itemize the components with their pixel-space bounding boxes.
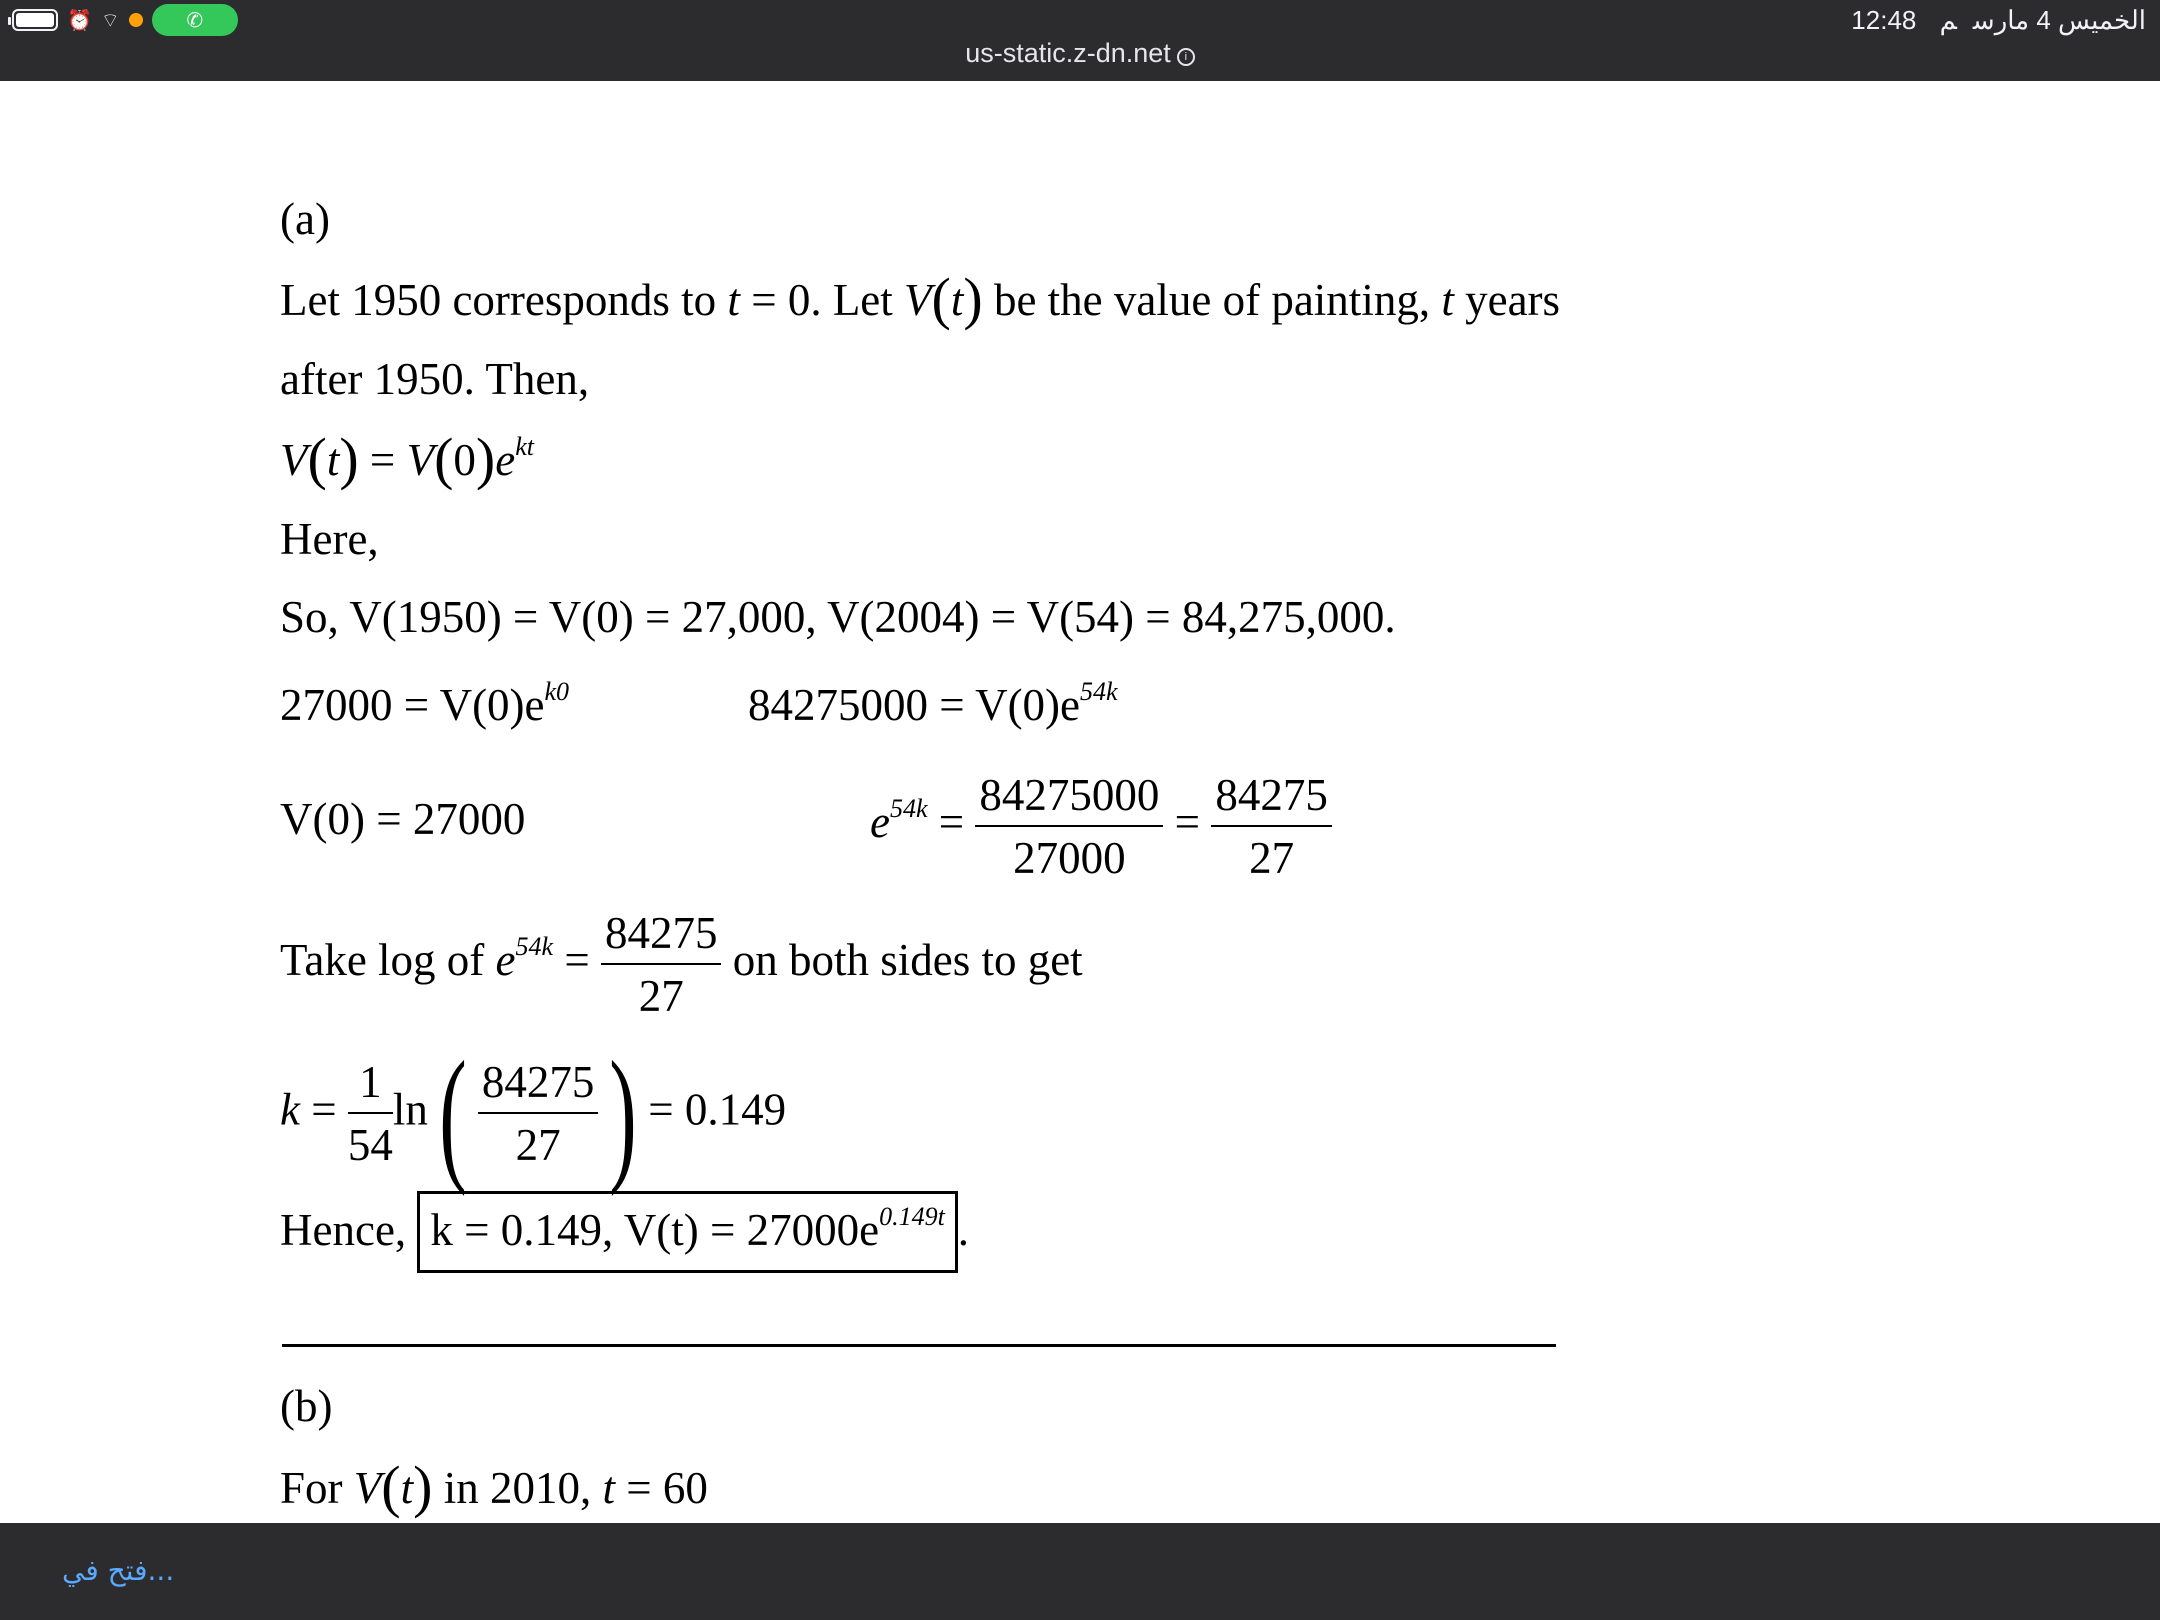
take-log-line: Take log of $e^{54k}$ = $\frac{84275}{27}$ on both sides to get xyxy=(280,899,1083,1027)
status-ampm: م xyxy=(1939,5,1957,35)
status-date: الخميس 4 مارس xyxy=(1972,5,2146,35)
status-clock xyxy=(1835,5,2146,35)
v0-result: V(0) = 27000 xyxy=(280,794,526,844)
hence-line: Hence, k = 0.149, $V(t) = 27000e^{0.149t}$ . xyxy=(280,1187,969,1273)
document-viewer[interactable] xyxy=(0,81,2160,1523)
open-in-button[interactable]: فتح في... xyxy=(62,1554,175,1587)
e54k-fraction: $e^{54k}$ = $\frac{84275000}{27000}$ = $\frac{84275}{27}$ xyxy=(870,761,1332,889)
ln-fraction: $\frac{84275}{27}$ xyxy=(478,1052,599,1176)
section-divider xyxy=(282,1344,1556,1347)
url-bar[interactable] xyxy=(0,36,2160,70)
status-time: 12:48 xyxy=(1851,5,1917,35)
here-line: Here, xyxy=(280,514,379,564)
url-text[interactable]: us-static.z-dn.net xyxy=(965,38,1171,68)
eq1-left: $27000 = V(0)e^{k0}$ xyxy=(280,677,570,730)
alarm-icon: ⏰ xyxy=(67,8,92,32)
big-fraction: $\frac{84275000}{27000}$ xyxy=(975,765,1163,889)
part-b-label: (b) xyxy=(280,1381,333,1431)
small-fraction: $\frac{84275}{27}$ xyxy=(1211,765,1332,889)
wifi-icon: ⌔ xyxy=(100,8,120,32)
k-solution: k = $\frac{1}{54}$ ln( $\frac{84275}{27}$ ) = 0.149 xyxy=(280,1031,787,1197)
boxed-answer: k = 0.149, $V(t) = 27000e^{0.149t}$ xyxy=(417,1191,957,1273)
browser-top-bar xyxy=(0,0,2160,81)
so-line: So, V(1950) = V(0) = 27,000, V(2004) = V(54) = 84,275,000. xyxy=(280,592,1396,642)
one-over-54: $\frac{1}{54}$ xyxy=(348,1052,393,1176)
part-a-label: (a) xyxy=(280,194,330,244)
model-equation: $V(t) = V(0)e^{kt}$ xyxy=(280,426,534,491)
intro-line-2: after 1950. Then, xyxy=(280,354,590,404)
intro-line-1: Let 1950 corresponds to t = 0. Let V(t) be the value of painting, t years xyxy=(280,266,1561,331)
info-icon[interactable]: i xyxy=(1177,48,1195,66)
status-icons-left xyxy=(12,5,238,35)
take-log-fraction: $\frac{84275}{27}$ xyxy=(601,903,722,1027)
phone-icon[interactable]: ✆ xyxy=(152,4,238,36)
browser-bottom-bar xyxy=(0,1523,2160,1620)
part-b-line: For V(t) in 2010, t = 60 xyxy=(280,1454,708,1519)
battery-icon xyxy=(12,9,58,31)
eq1-right: $84275000 = V(0)e^{54k}$ xyxy=(748,677,1118,730)
orange-dot-icon xyxy=(129,13,143,27)
